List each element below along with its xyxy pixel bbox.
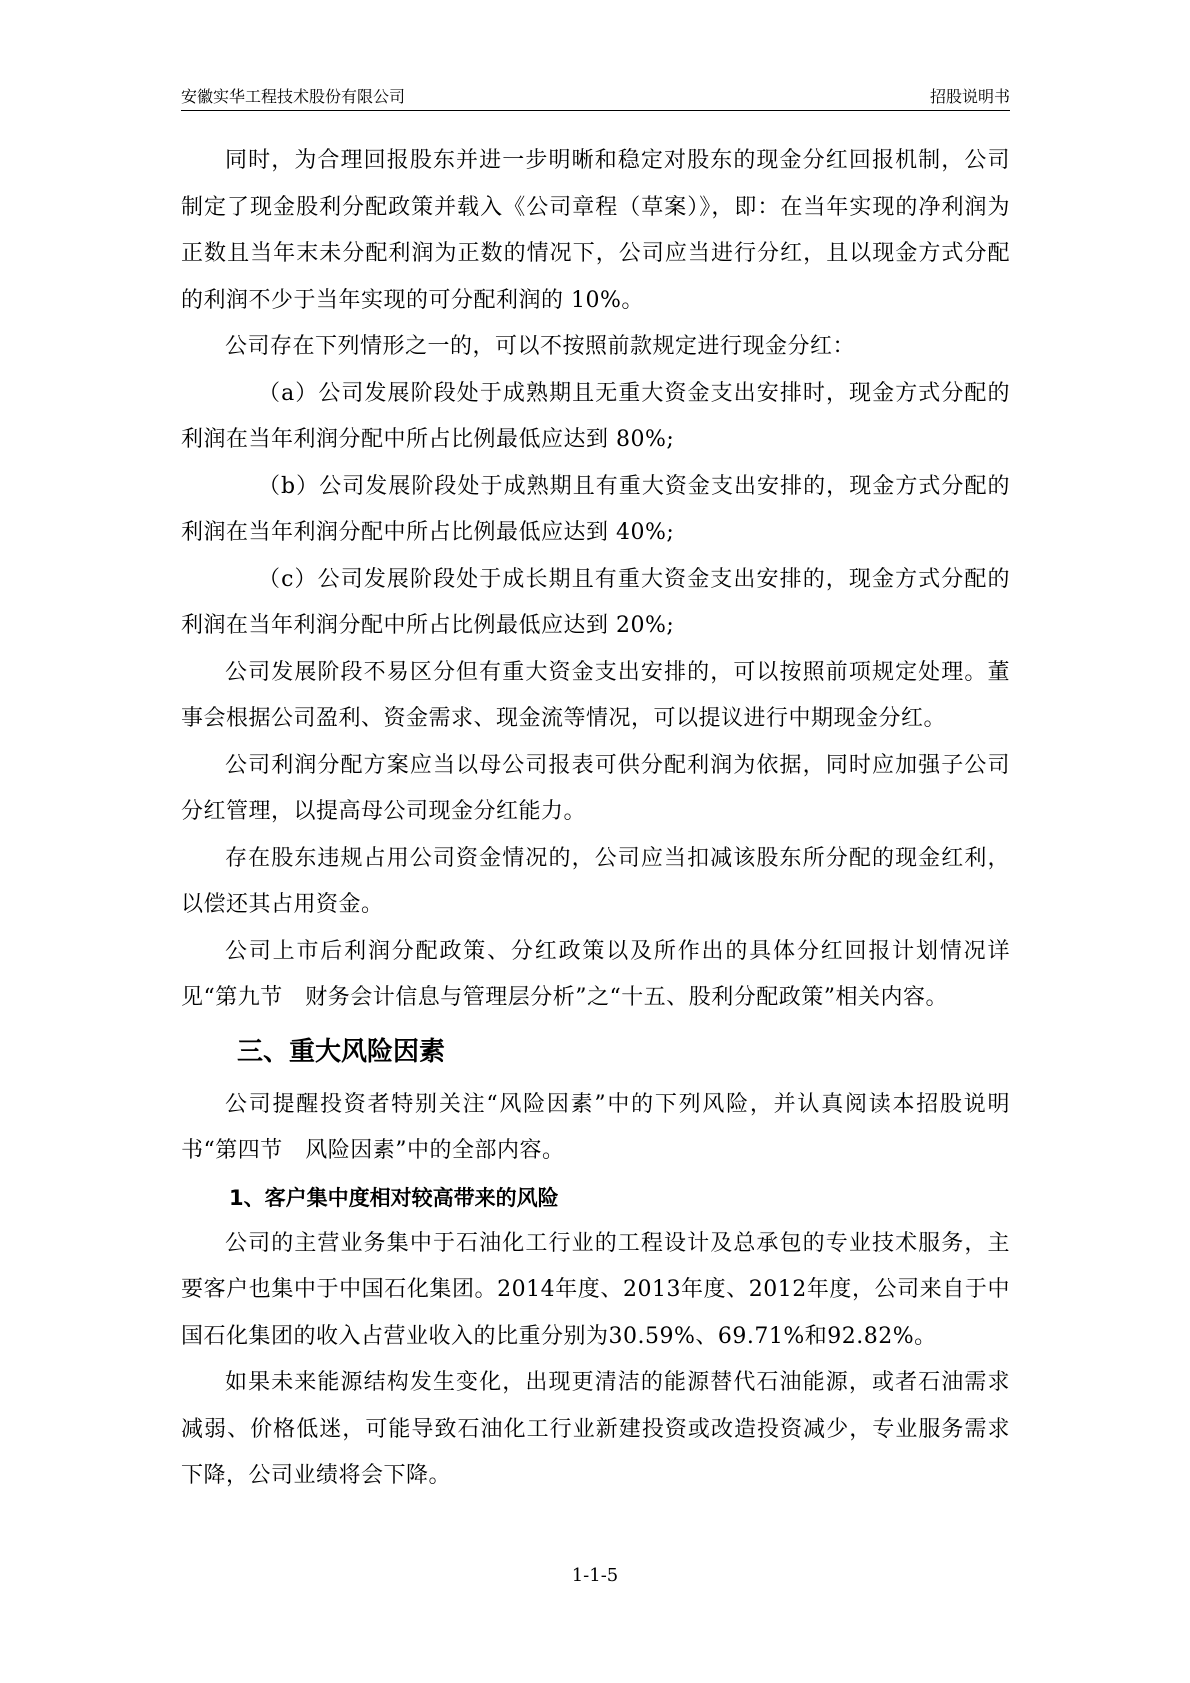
page-number: 1-1-5	[571, 1565, 619, 1586]
page-header	[181, 84, 1010, 111]
paragraph-item-b: （b）公司发展阶段处于成熟期且有重大资金支出安排的，现金方式分配的利润在当年利润分配中所占比例最低应达到 40%;	[181, 473, 1010, 545]
subsection-title-customer-concentration: 1、客户集中度相对较高带来的风险	[229, 1185, 559, 1210]
paragraph-shareholder-violation: 存在股东违规占用公司资金情况的，公司应当扣减该股东所分配的现金红利，以偿还其占用资金。	[181, 845, 1010, 917]
paragraph-parent-company-basis: 公司利润分配方案应当以母公司报表可供分配利润为依据，同时应加强子公司分红管理，以提高母公司现金分红能力。	[181, 752, 1010, 824]
paragraph-exceptions-intro: 公司存在下列情形之一的，可以不按照前款规定进行现金分红：	[225, 334, 856, 359]
paragraph-customer-concentration: 公司的主营业务集中于石油化工行业的工程设计及总承包的专业技术服务，主要客户也集中于中国石化集团。2014年度、2013年度、2012年度，公司来自于中国石化集团的收入占营业收入的比重分别为30.59%、69.71%和92.82%。	[181, 1230, 1010, 1349]
paragraph-cross-reference: 公司上市后利润分配政策、分红政策以及所作出的具体分红回报计划情况详见“第九节 财务会计信息与管理层分析”之“十五、股利分配政策”相关内容。	[181, 938, 1010, 1010]
paragraph-risk-intro: 公司提醒投资者特别关注“风险因素”中的下列风险，并认真阅读本招股说明书“第四节 风险因素”中的全部内容。	[181, 1091, 1010, 1163]
section-title-major-risks: 三、重大风险因素	[237, 1036, 446, 1067]
header-document-type: 招股说明书	[929, 87, 1010, 106]
paragraph-dividend-policy: 同时，为合理回报股东并进一步明晰和稳定对股东的现金分红回报机制，公司制定了现金股利分配政策并载入《公司章程（草案）》，即：在当年实现的净利润为正数且当年末未分配利润为正数的情况下，公司应当进行分红，且以现金方式分配的利润不少于当年实现的可分配利润的 10%。	[181, 148, 1010, 313]
paragraph-item-c: （c）公司发展阶段处于成长期且有重大资金支出安排的，现金方式分配的利润在当年利润分配中所占比例最低应达到 20%;	[181, 566, 1010, 638]
paragraph-unclear-stage: 公司发展阶段不易区分但有重大资金支出安排的，可以按照前项规定处理。董事会根据公司盈利、资金需求、现金流等情况，可以提议进行中期现金分红。	[181, 659, 1010, 731]
header-company-name: 安徽实华工程技术股份有限公司	[181, 87, 406, 106]
paragraph-item-a: （a）公司发展阶段处于成熟期且无重大资金支出安排时，现金方式分配的利润在当年利润分配中所占比例最低应达到 80%;	[181, 380, 1010, 452]
document-body	[181, 138, 1010, 1500]
paragraph-energy-structure-risk: 如果未来能源结构发生变化，出现更清洁的能源替代石油能源，或者石油需求减弱、价格低迷，可能导致石油化工行业新建投资或改造投资减少，专业服务需求下降，公司业绩将会下降。	[181, 1370, 1010, 1488]
